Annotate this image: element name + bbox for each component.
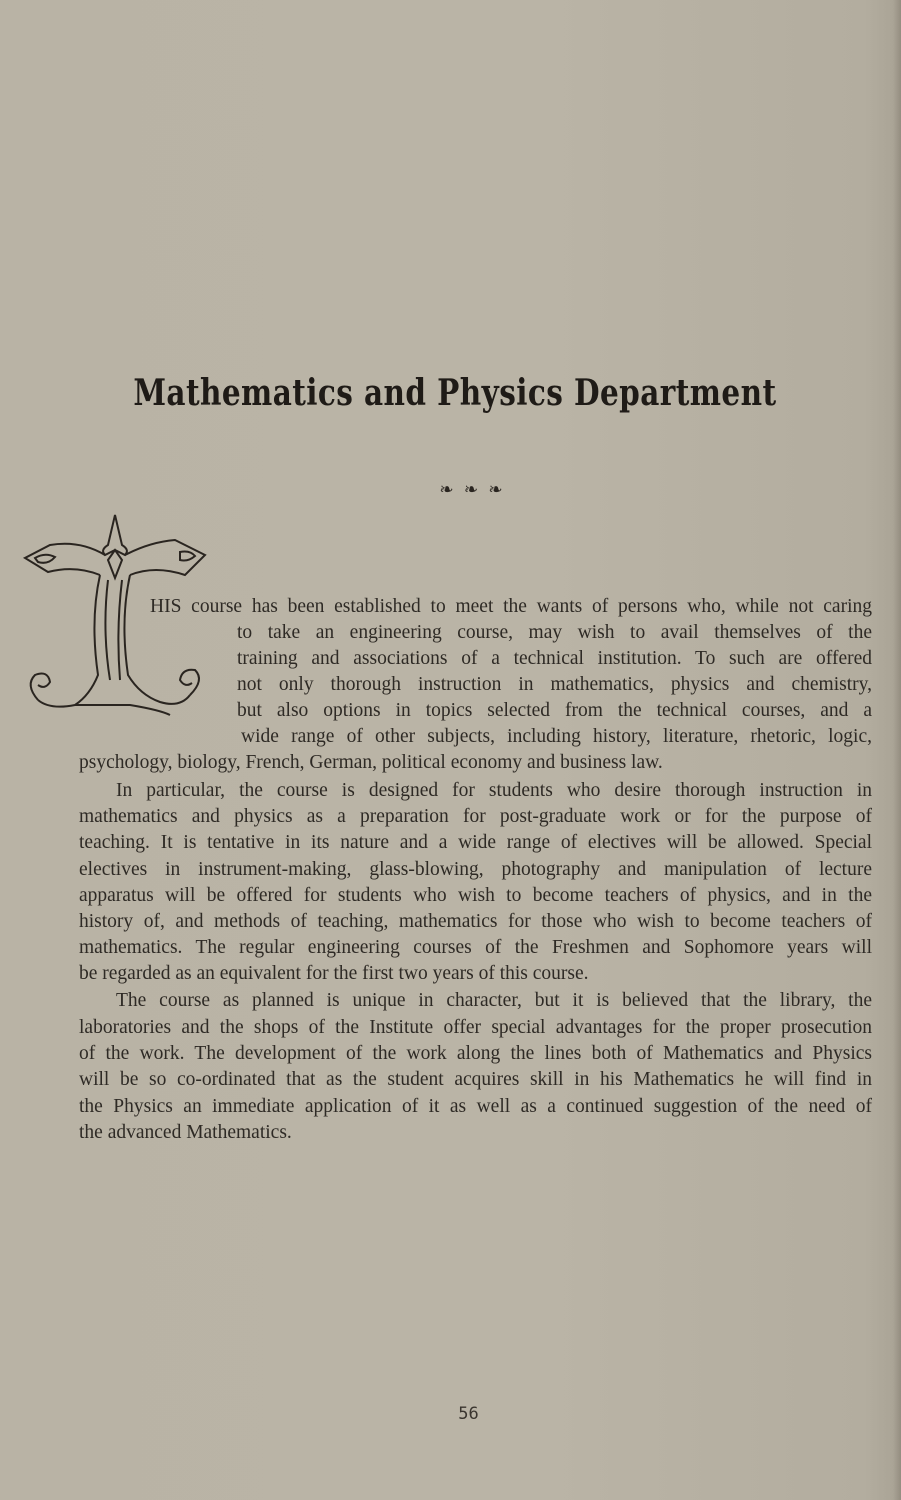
text-line: history of, and methods of teaching, mathematics for those who wish to become teachers of: [79, 911, 872, 932]
text-line: electives in instrument-making, glass-blowing, photography and manipulation of lecture: [79, 859, 872, 880]
text-line: mathematics and physics as a preparation for post-graduate work or for the purpose of: [79, 806, 872, 827]
page-title: Mathematics and Physics Department: [133, 372, 777, 414]
text-line: but also options in topics selected from the technical courses, and a: [237, 700, 872, 721]
page-edge-shadow: [893, 0, 901, 1500]
text-line: teaching. It is tentative in its nature and a wide range of electives will be allowed. Special: [79, 832, 872, 853]
text-line: not only thorough instruction in mathematics, physics and chemistry,: [237, 674, 872, 695]
text-line: the advanced Mathematics.: [79, 1122, 292, 1143]
text-line: mathematics. The regular engineering courses of the Freshmen and Sophomore years will: [79, 937, 872, 958]
text-line: be regarded as an equivalent for the first two years of this course.: [79, 963, 589, 984]
text-line: In particular, the course is designed for students who desire thorough instruction in: [116, 780, 872, 801]
text-line: HIS course has been established to meet the wants of persons who, while not caring: [150, 596, 872, 617]
text-line: apparatus will be offered for students who wish to become teachers of physics, and in the: [79, 885, 872, 906]
text-line: The course as planned is unique in character, but it is believed that the library, the: [116, 990, 872, 1011]
text-line: of the work. The development of the work along the lines both of Mathematics and Physics: [79, 1043, 872, 1064]
text-line: the Physics an immediate application of it as well as a continued suggestion of the need of: [79, 1096, 872, 1117]
text-line: to take an engineering course, may wish to avail themselves of the: [237, 622, 872, 643]
ornament-divider: ❧ ❧ ❧: [439, 480, 506, 499]
text-line: psychology, biology, French, German, political economy and business law.: [79, 752, 663, 773]
page-number: 56: [458, 1404, 479, 1424]
drop-cap-t-icon: [20, 510, 220, 730]
text-line: laboratories and the shops of the Institute offer special advantages for the proper prosecution: [79, 1017, 872, 1038]
text-line: training and associations of a technical institution. To such are offered: [237, 648, 872, 669]
text-line: wide range of other subjects, including history, literature, rhetoric, logic,: [241, 726, 872, 747]
text-line: will be so co-ordinated that as the student acquires skill in his Mathematics he will find in: [79, 1069, 872, 1090]
